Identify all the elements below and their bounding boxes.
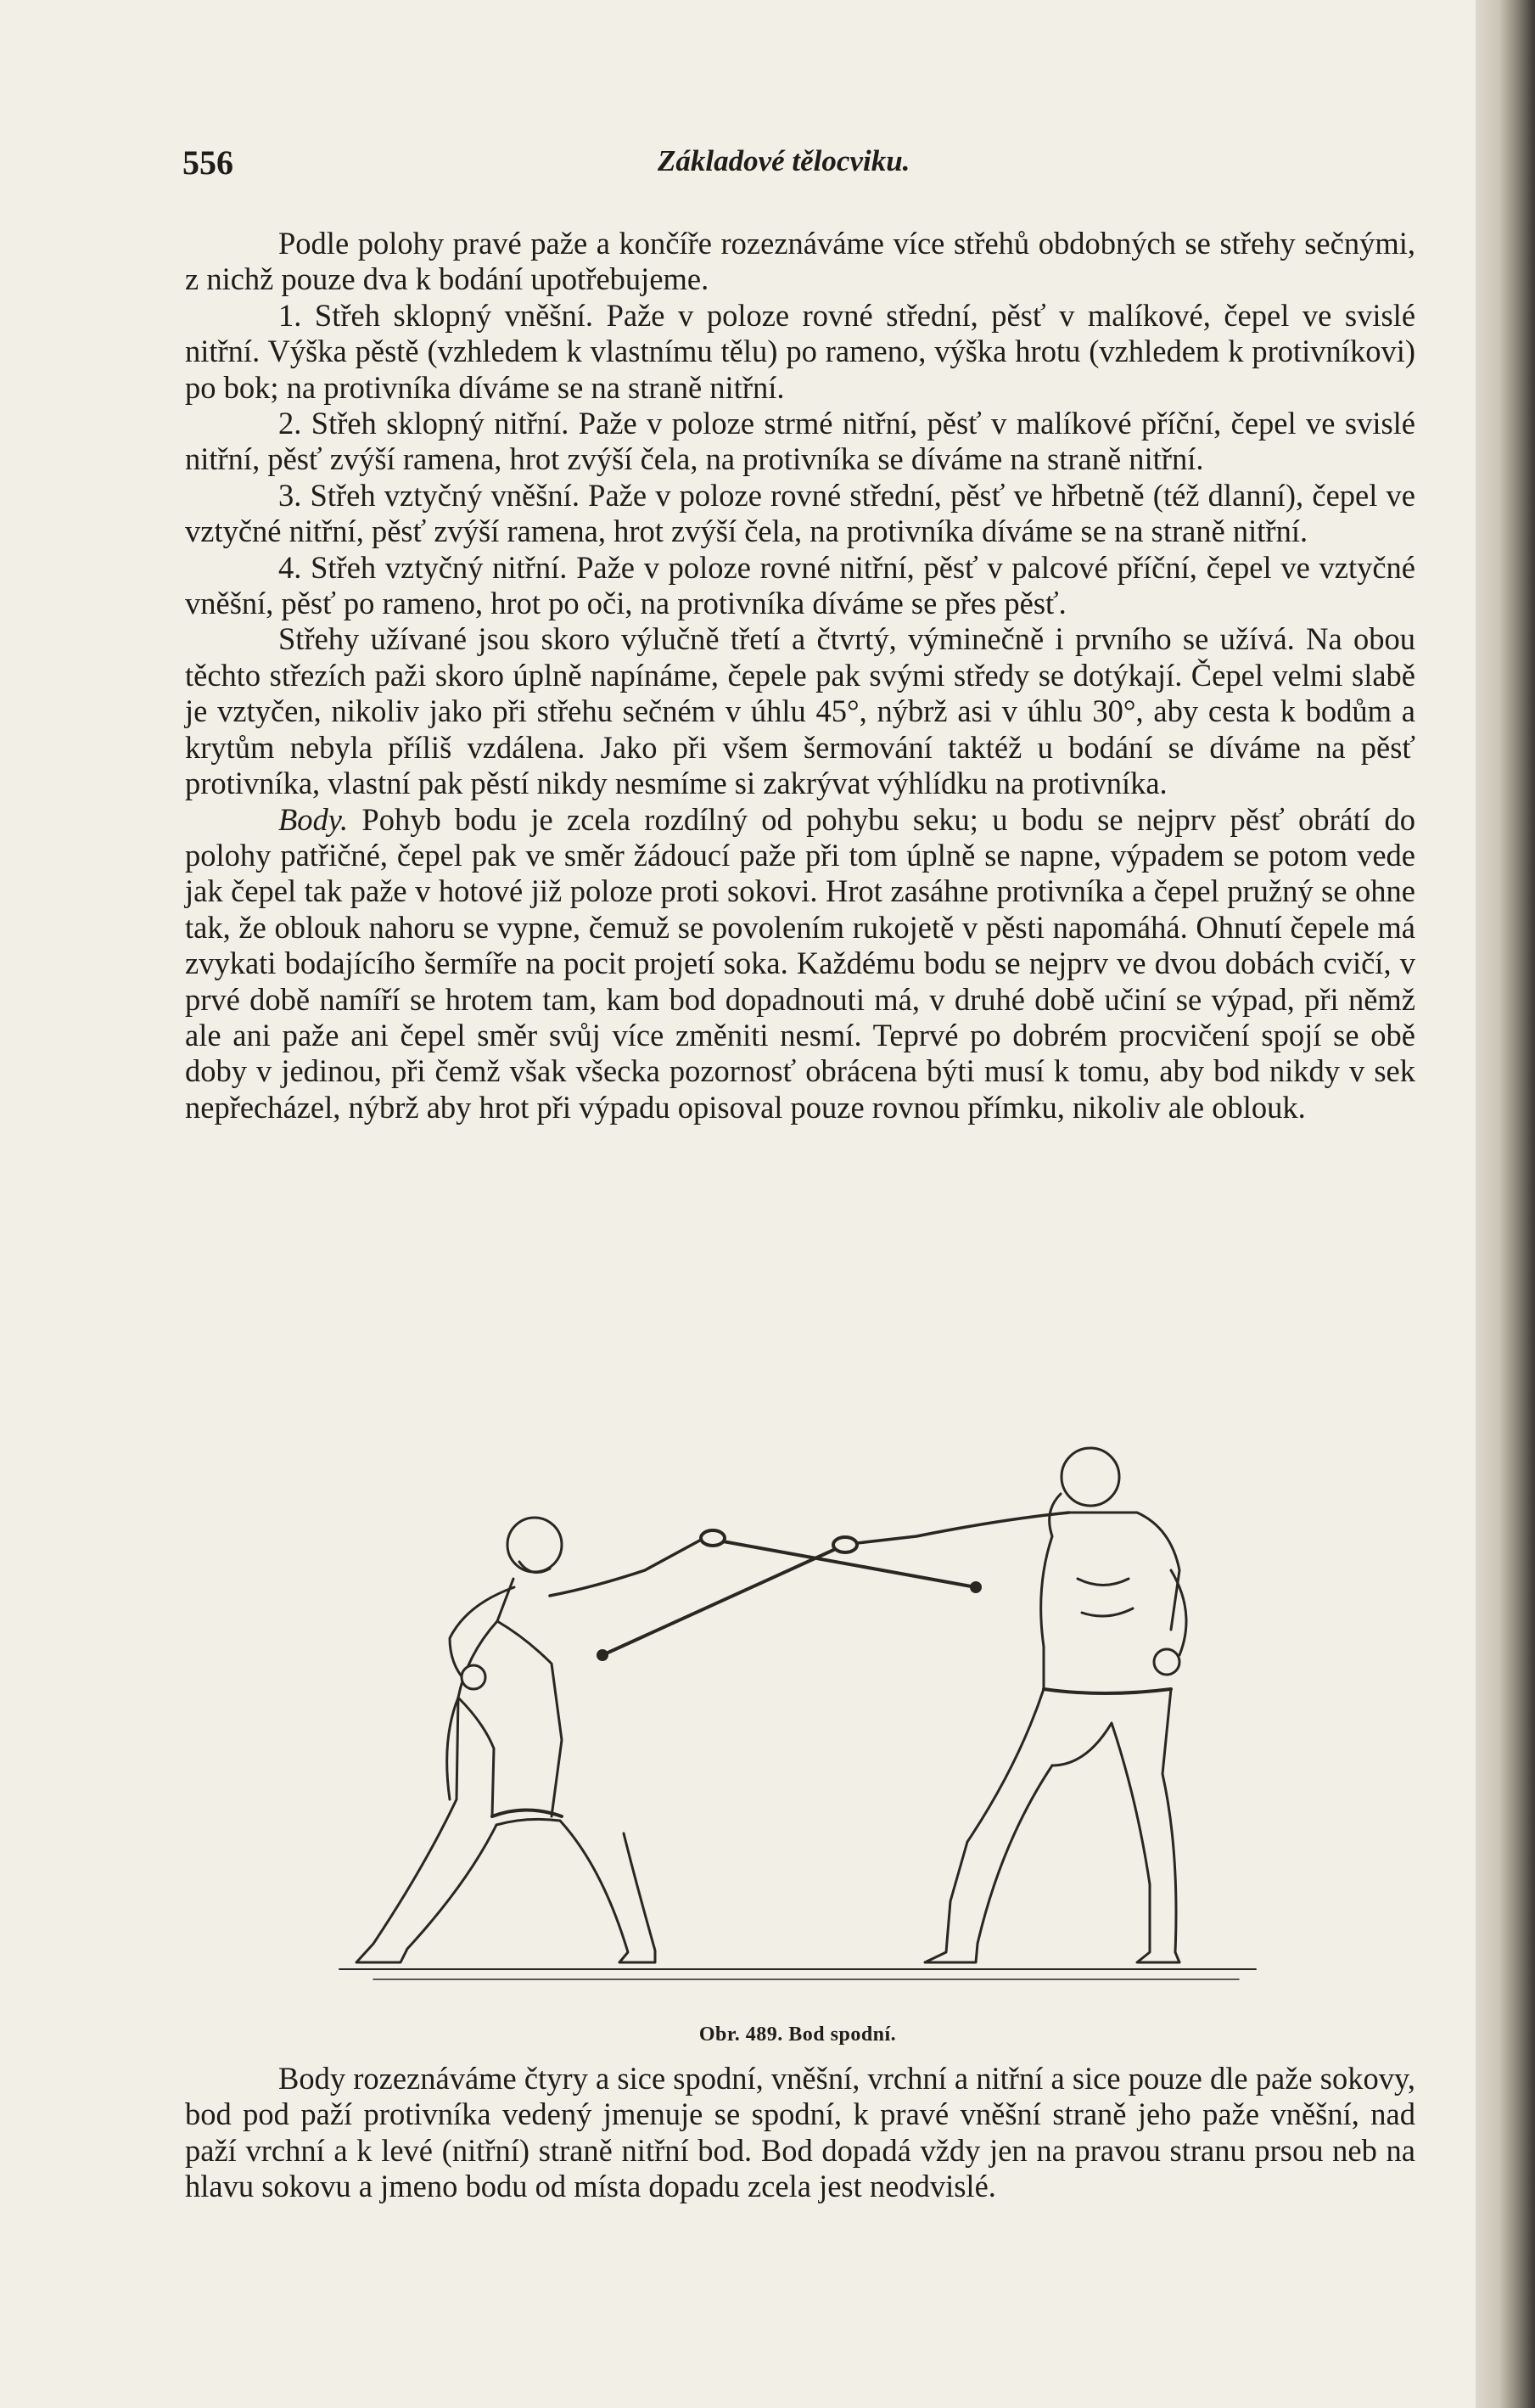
guard-2-heading: 2. Střeh sklopný nitřní. <box>278 406 569 441</box>
crossed-foils <box>598 1530 980 1659</box>
thrusts-heading: Body. <box>278 801 349 837</box>
guard-1-heading: 1. Střeh sklopný vněšní. <box>278 297 594 333</box>
page-header <box>182 143 1413 194</box>
guard-4-text: Paže v poloze rovné nitřní, pěsť v palcové příční, čepel ve vztyčné vněšní, pěsť po rameno, hrot po oči, na protivníka díváme se přes pěsť. <box>185 549 1415 621</box>
thrusts-text: Pohyb bodu je zcela rozdílný od pohybu seku; u bodu se nejprv pěsť obrátí do polohy patřičné, čepel pak ve směr žádoucí paže při tom úplně se napne, výpadem se potom vede jak čepel tak paže v hotové již poloze proti sokovi. Hrot zasáhne protivníka a čepel pružný se ohne tak, že oblouk nahoru se vypne, čemuž se povolením rukojetě v pěsti napomáhá. Ohnutí čepele má zvykati bodajícího šermíře na pocit projetí soka. Každému bodu se nejprv ve dvou dobách cvičí, v prvé době namíří se hrotem tam, kam bod dopadnouti má, v druhé době učiní se výpad, při němž ale ani paže ani čepel směr svůj více změniti nesmí. Teprvé po dobrém procvičení spojí se obě doby v jedinou, při čemž však všecka pozornosť obrácena býti musí k tomu, aby bod nikdy v sek nepřecházel, nýbrž aby hrot při výpadu opisoval pouze rovnou přímku, nikoliv ale oblouk. <box>185 801 1415 1125</box>
guard-4-heading: 4. Střeh vztyčný nitřní. <box>278 549 568 585</box>
main-text <box>185 226 1415 1125</box>
guard-3-text: Paže v poloze rovné střední, pěsť ve hřbetně (též dlanní), čepel ve vztyčné nitřní, pěsť zvýší ramena, hrot zvýší čela, na protivníka díváme se na straně nitřní. <box>185 477 1416 549</box>
paragraph-guard-3 <box>185 478 1415 550</box>
figure-caption: Obr. 489. Bod spodní. <box>698 2024 897 2046</box>
paragraph-guard-4 <box>185 550 1415 622</box>
guard-2-text: Paže v poloze strmé nitřní, pěsť v malíkové příční, čepel ve svislé nitřní, pěsť zvýší ramena, hrot zvýší čela, na protivníka se díváme na straně nitřní. <box>185 406 1416 477</box>
paragraph-guard-1 <box>185 298 1415 406</box>
paragraph-guard-2 <box>185 406 1415 478</box>
guard-1-text: Paže v poloze rovné střední, pěsť v malíkové, čepel ve svislé nitřní. Výška pěstě (vzhledem k vlastnímu tělu) po rameno, výška hrotu (vzhledem k protivníkovi) po bok; na protivníka díváme se na straně nitřní. <box>185 297 1416 405</box>
left-fencer <box>356 1518 704 1962</box>
guard-3-heading: 3. Střeh vztyčný vněšní. <box>278 477 580 513</box>
fencing-figure <box>322 1443 1273 2046</box>
paragraph-thrust-types: Body rozeznáváme čtyry a sice spodní, vněšní, vrchní a nitřní a sice pouze dle paže sokovy, bod pod paží protivníka vedený jmenuje se spodní, k pravé vněšní straně jeho paže vněšní, nad paží vrchní a k levé (nitřní) straně nitřní bod. Bod dopadá vždy jen na pravou stranu prsou neb na hlavu sokovu a jmeno bodu od místa dopadu zcela jest neodvislé. <box>185 2061 1415 2204</box>
fencers-illustration <box>322 1443 1273 1986</box>
paragraph-thrusts <box>185 802 1415 1126</box>
running-head: Základové tělocviku. <box>658 144 910 177</box>
paragraph-guards-usage: Střehy užívané jsou skoro výlučně třetí a čtvrtý, výminečně i prvního se užívá. Na obou těchto střezích paži skoro úplně napínáme, čepele pak svými středy se dotýkají. Čepel velmi slabě je vztyčen, nikoliv jako při střehu sečném v úhlu 45°, nýbrž asi v úhlu 30°, aby cesta k bodům a krytům nebyla příliš vzdálena. Jako při všem šermování taktéž u bodání se díváme na pěsť protivníka, vlastní pak pěstí nikdy nesmíme si zakrývat výhlídku na protivníka. <box>185 621 1415 801</box>
page-number: 556 <box>182 143 233 182</box>
page-edge-shadow <box>1476 0 1535 2408</box>
paragraph-intro: Podle polohy pravé paže a končíře rozeznáváme více střehů obdobných se střehy sečnými, z nichž pouze dva k bodání upotřebujeme. <box>185 226 1415 297</box>
closing-text <box>185 2061 1415 2205</box>
right-fencer <box>857 1448 1186 1962</box>
